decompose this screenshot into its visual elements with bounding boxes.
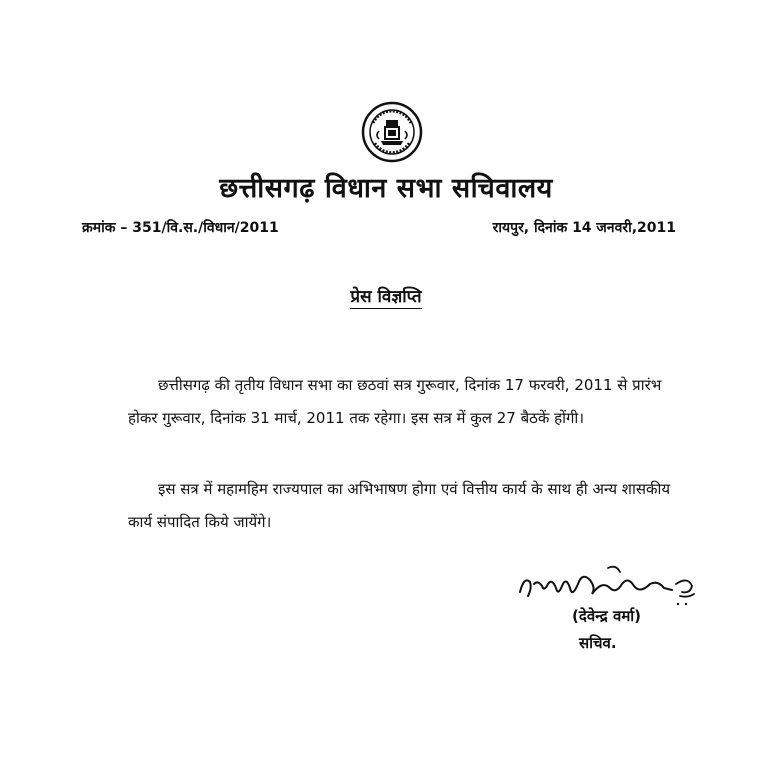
notice-heading <box>0 284 772 307</box>
notice-paragraph-2: इस सत्र में महामहिम राज्यपाल का अभिभाषण होगा एवं वित्तीय कार्य के साथ ही अन्य शासकीय कार्य संपादित किये जायेंगे। <box>128 480 671 531</box>
emblem-seal-icon <box>361 101 423 163</box>
handwritten-signature-icon <box>512 562 702 610</box>
signatory-designation: सचिव. <box>579 634 617 652</box>
reference-number: क्रमांक – 351/वि.स./विधान/2011 <box>82 220 279 236</box>
place-date: रायपुर, दिनांक 14 जनवरी,2011 <box>492 220 676 236</box>
notice-paragraph-1: छत्तीसगढ़ की तृतीय विधान सभा का छठवां सत्र गुरूवार, दिनांक 17 फरवरी, 2011 से प्रारंभ होकर गुरूवार, दिनांक 31 मार्च, 2011 तक रहेगा। इस सत्र में कुल 27 बैठकें होंगी। <box>128 376 662 427</box>
office-title: छत्तीसगढ़ विधान सभा सचिवालय <box>219 173 553 204</box>
signatory-name: (देवेन्द्र वर्मा) <box>572 607 642 625</box>
notice-heading-text: प्रेस विज्ञप्ति <box>350 287 422 307</box>
